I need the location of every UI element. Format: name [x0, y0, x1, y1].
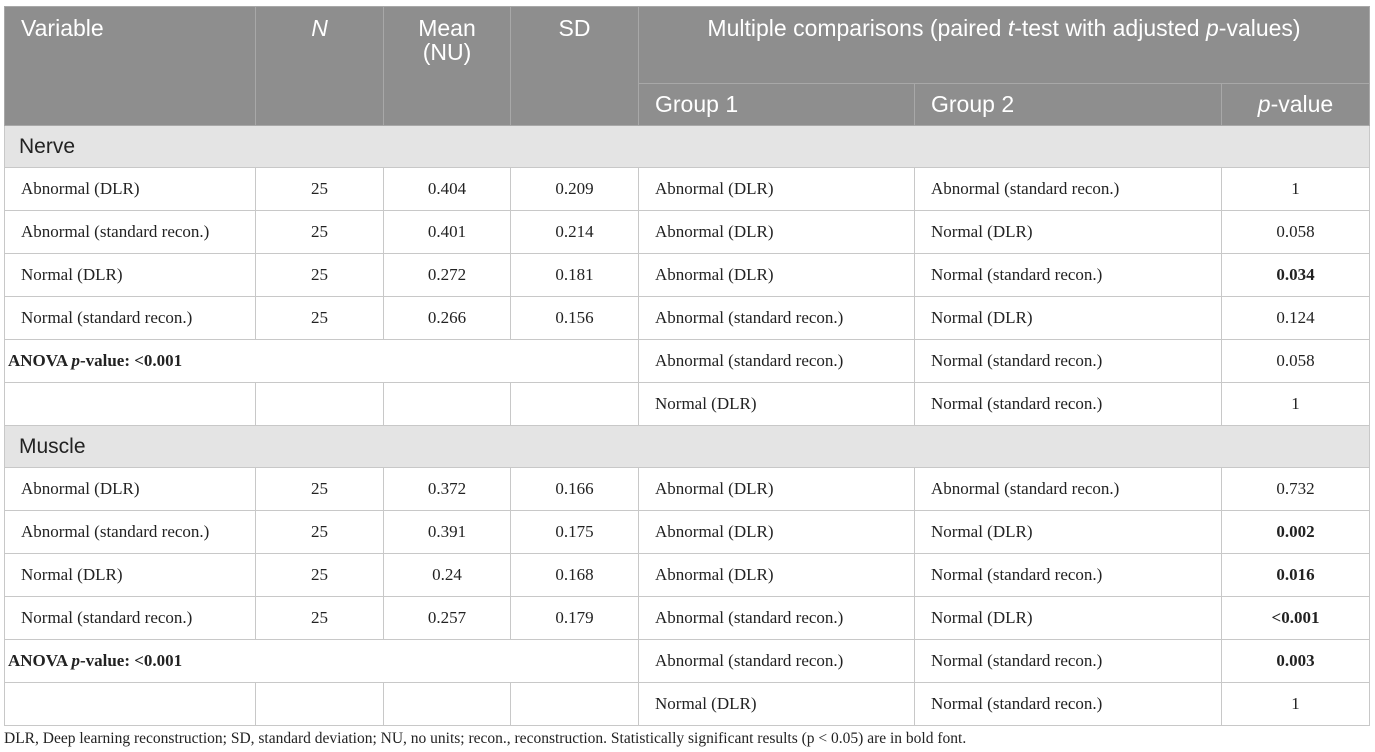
variable-cell: Abnormal (DLR) [5, 468, 256, 511]
pvalue-cell: <0.001 [1222, 597, 1370, 640]
group1-cell: Abnormal (DLR) [639, 254, 915, 297]
section-title: Nerve [5, 126, 1370, 168]
header-n: N [256, 7, 384, 126]
pvalue-cell: 0.058 [1222, 340, 1370, 383]
sd-cell: 0.156 [511, 297, 639, 340]
pvalue-cell: 0.016 [1222, 554, 1370, 597]
group2-cell: Normal (standard recon.) [915, 254, 1222, 297]
table-footnote: DLR, Deep learning reconstruction; SD, standard deviation; NU, no units; recon., reconstruction. Statistically significant results (p < 0.05) are in bold font. [4, 730, 967, 747]
pvalue-cell: 1 [1222, 168, 1370, 211]
empty-cell [256, 683, 384, 726]
group1-cell: Abnormal (DLR) [639, 211, 915, 254]
n-cell: 25 [256, 254, 384, 297]
group2-cell: Normal (standard recon.) [915, 340, 1222, 383]
group2-cell: Normal (standard recon.) [915, 554, 1222, 597]
pvalue-cell: 0.002 [1222, 511, 1370, 554]
group2-cell: Normal (DLR) [915, 297, 1222, 340]
empty-cell [5, 383, 256, 426]
group2-cell: Normal (standard recon.) [915, 683, 1222, 726]
mean-cell: 0.257 [384, 597, 511, 640]
group2-cell: Abnormal (standard recon.) [915, 468, 1222, 511]
variable-cell: Abnormal (standard recon.) [5, 511, 256, 554]
header-group1: Group 1 [639, 84, 915, 126]
pvalue-cell: 0.034 [1222, 254, 1370, 297]
header-mean: Mean (NU) [384, 7, 511, 126]
n-cell: 25 [256, 468, 384, 511]
sd-cell: 0.209 [511, 168, 639, 211]
group1-cell: Abnormal (DLR) [639, 554, 915, 597]
n-cell: 25 [256, 554, 384, 597]
empty-cell [511, 383, 639, 426]
sd-cell: 0.166 [511, 468, 639, 511]
section-header [5, 126, 1370, 168]
n-cell: 25 [256, 211, 384, 254]
results-table [4, 6, 1370, 726]
header-sd: SD [511, 7, 639, 126]
empty-cell [384, 383, 511, 426]
group1-cell: Abnormal (DLR) [639, 168, 915, 211]
variable-cell: Normal (DLR) [5, 554, 256, 597]
n-cell: 25 [256, 297, 384, 340]
sd-cell: 0.179 [511, 597, 639, 640]
section-header [5, 426, 1370, 468]
table-row [5, 468, 1370, 511]
sd-cell: 0.175 [511, 511, 639, 554]
table-row [5, 297, 1370, 340]
n-cell: 25 [256, 597, 384, 640]
pvalue-cell: 1 [1222, 383, 1370, 426]
sd-cell: 0.181 [511, 254, 639, 297]
group1-cell: Abnormal (standard recon.) [639, 640, 915, 683]
group1-cell: Abnormal (standard recon.) [639, 597, 915, 640]
anova-row [5, 340, 1370, 383]
table-row [5, 511, 1370, 554]
header-group2: Group 2 [915, 84, 1222, 126]
group1-cell: Abnormal (DLR) [639, 511, 915, 554]
pvalue-cell: 1 [1222, 683, 1370, 726]
group2-cell: Normal (standard recon.) [915, 383, 1222, 426]
pvalue-cell: 0.058 [1222, 211, 1370, 254]
variable-cell: Normal (DLR) [5, 254, 256, 297]
section-title: Muscle [5, 426, 1370, 468]
mean-cell: 0.391 [384, 511, 511, 554]
pvalue-cell: 0.124 [1222, 297, 1370, 340]
group1-cell: Abnormal (standard recon.) [639, 340, 915, 383]
empty-cell [256, 383, 384, 426]
header-pvalue: p-value [1222, 84, 1370, 126]
empty-cell [511, 683, 639, 726]
group2-cell: Normal (DLR) [915, 211, 1222, 254]
variable-cell: Abnormal (DLR) [5, 168, 256, 211]
anova-summary: ANOVA p-value: <0.001 [5, 640, 639, 683]
table-row [5, 683, 1370, 726]
anova-row [5, 640, 1370, 683]
pvalue-cell: 0.732 [1222, 468, 1370, 511]
table-row [5, 211, 1370, 254]
table-row [5, 554, 1370, 597]
pvalue-cell: 0.003 [1222, 640, 1370, 683]
mean-cell: 0.24 [384, 554, 511, 597]
header-variable: Variable [5, 7, 256, 126]
mean-cell: 0.272 [384, 254, 511, 297]
empty-cell [5, 683, 256, 726]
sd-cell: 0.168 [511, 554, 639, 597]
mean-cell: 0.266 [384, 297, 511, 340]
group2-cell: Normal (DLR) [915, 511, 1222, 554]
table-row [5, 168, 1370, 211]
table-body [5, 126, 1370, 726]
group1-cell: Abnormal (DLR) [639, 468, 915, 511]
group2-cell: Normal (standard recon.) [915, 640, 1222, 683]
empty-cell [384, 683, 511, 726]
sd-cell: 0.214 [511, 211, 639, 254]
anova-summary: ANOVA p-value: <0.001 [5, 340, 639, 383]
group1-cell: Abnormal (standard recon.) [639, 297, 915, 340]
group2-cell: Abnormal (standard recon.) [915, 168, 1222, 211]
mean-cell: 0.401 [384, 211, 511, 254]
mean-cell: 0.404 [384, 168, 511, 211]
table-row [5, 383, 1370, 426]
n-cell: 25 [256, 511, 384, 554]
variable-cell: Normal (standard recon.) [5, 597, 256, 640]
table-row [5, 254, 1370, 297]
group1-cell: Normal (DLR) [639, 683, 915, 726]
header-multiple-comparisons: Multiple comparisons (paired t-test with adjusted p-values) [639, 7, 1370, 84]
variable-cell: Abnormal (standard recon.) [5, 211, 256, 254]
group1-cell: Normal (DLR) [639, 383, 915, 426]
group2-cell: Normal (DLR) [915, 597, 1222, 640]
variable-cell: Normal (standard recon.) [5, 297, 256, 340]
table-row [5, 597, 1370, 640]
mean-cell: 0.372 [384, 468, 511, 511]
n-cell: 25 [256, 168, 384, 211]
